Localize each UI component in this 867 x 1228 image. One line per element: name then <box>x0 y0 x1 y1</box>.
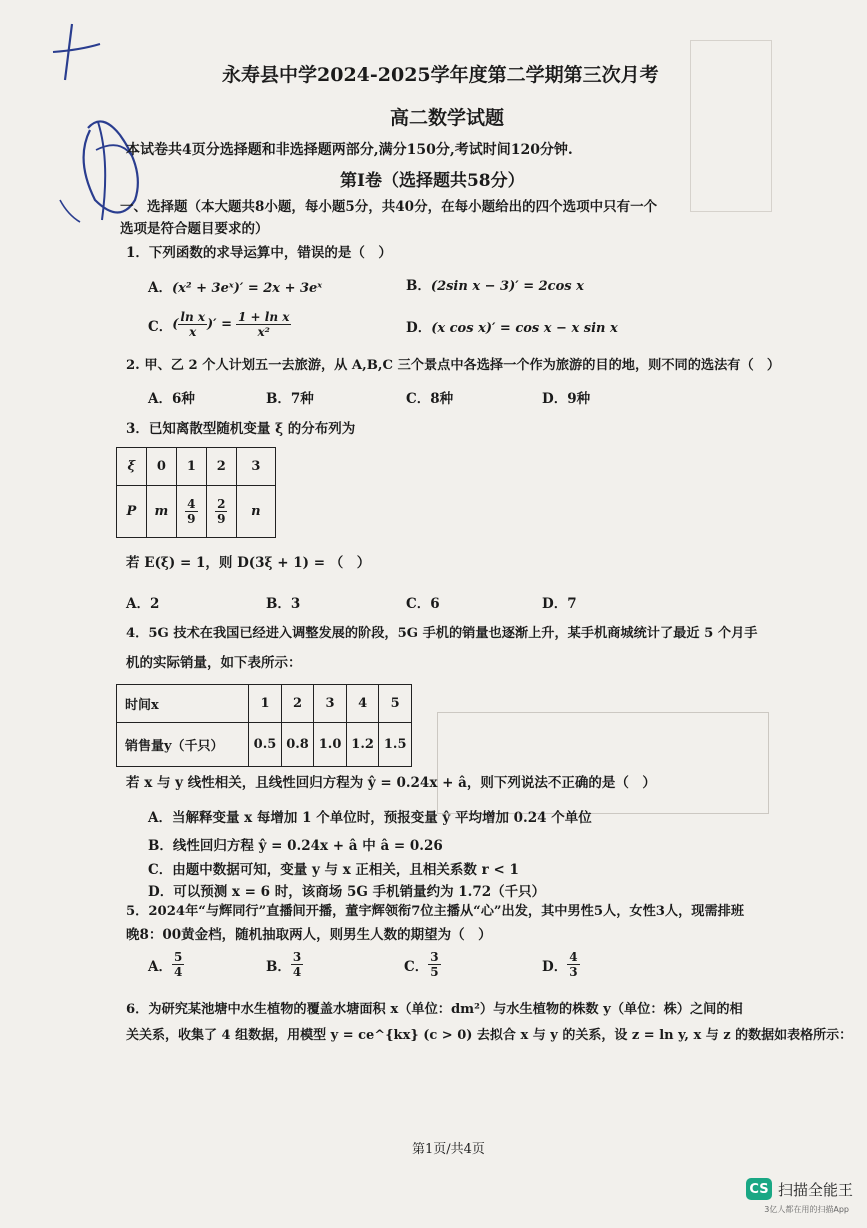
question-4-condition: 若 x 与 y 线性相关，且线性回归方程为 ŷ = 0.24x + â，则下列说法不正确的是（ ） <box>126 775 656 791</box>
table-cell: 1.5 <box>379 723 412 767</box>
option-label: A． <box>148 958 172 975</box>
exam-intro: 本试卷共4页分选择题和非选择题两部分,满分150分,考试时间120分钟. <box>126 142 573 158</box>
table-cell: 时间x <box>117 685 249 723</box>
q4-option-a: A．当解释变量 x 每增加 1 个单位时，预报变量 ŷ 平均增加 0.24 个单位 <box>148 810 592 826</box>
table-cell: 2 <box>206 448 236 486</box>
exam-title: 永寿县中学2024-2025学年度第二学期第三次月考 <box>222 64 659 86</box>
fraction: $\frac{3}{5}$ <box>430 950 439 979</box>
part-heading-line2: 选项是符合题目要求的） <box>120 221 269 237</box>
scanner-watermark <box>746 1178 853 1200</box>
bleed-through-box <box>690 40 772 212</box>
page-number: 第1页/共4页 <box>412 1142 485 1157</box>
option-text: (x cos x)′ = cos x − x sin x <box>431 321 618 336</box>
fraction: $\frac{3}{4}$ <box>292 950 302 979</box>
q4-option-b: B．线性回归方程 ŷ = 0.24x + â 中 â = 0.26 <box>148 838 443 854</box>
q5-option-b <box>266 950 303 979</box>
option-label: B． <box>266 958 291 975</box>
table-cell: 4 <box>346 685 379 723</box>
table-cell: 0.5 <box>249 723 282 767</box>
fraction-result: $\frac{\text{1 + ln x}}{\text{x²}}$ <box>238 310 290 339</box>
table-cell: 1.2 <box>346 723 379 767</box>
distribution-table <box>116 447 276 538</box>
option-label: A． <box>148 280 172 296</box>
table-cell: 3 <box>236 448 275 486</box>
question-1-stem: 1．下列函数的求导运算中，错误的是（ ） <box>126 245 392 261</box>
option-label: D． <box>406 320 432 336</box>
fraction: $\frac{5}{4}$ <box>173 950 183 979</box>
paren-open: ( <box>172 317 179 332</box>
q5-option-c <box>404 950 441 979</box>
table-cell: 3 <box>314 685 347 723</box>
table-cell: 0.8 <box>281 723 314 767</box>
scanner-tagline: 3亿人都在用的扫描App <box>764 1205 849 1214</box>
q5-option-a <box>148 950 184 979</box>
table-cell: 1 <box>176 448 206 486</box>
question-6-stem-line2: 关关系，收集了 4 组数据，用模型 y = ce^{kx} (c > 0) 去拟合 x 与 y 的关系，设 z = ln y, x 与 z 的数据如表格所示： <box>126 1028 853 1043</box>
q1-option-a <box>148 276 322 296</box>
question-4-stem: 4．5G 技术在我国已经进入调整发展的阶段，5G 手机的销量也逐渐上升，某手机商城统计了最近 5 个月手 <box>126 626 758 641</box>
table-cell: 5 <box>379 685 412 723</box>
exam-subtitle: 高二数学试题 <box>390 107 505 129</box>
derivative-equals: )′ = <box>207 317 233 332</box>
camscanner-logo-icon: CS <box>746 1178 772 1200</box>
question-5-stem: 5．2024年“与辉同行”直播间开播，董宇辉领衔7位主播从“心”出发，其中男性5人，女性3人，现需排班 <box>126 904 745 919</box>
q1-option-b <box>406 274 584 294</box>
question-3-stem: 3．已知离散型随机变量 ξ 的分布列为 <box>126 421 356 437</box>
option-label: C． <box>404 958 429 975</box>
q5-option-d <box>542 950 580 979</box>
q3-option-a: A．2 <box>126 596 160 612</box>
table-cell: m <box>146 486 176 538</box>
section-heading: 第Ⅰ卷（选择题共58分） <box>340 171 525 191</box>
scanner-app-name: 扫描全能王 <box>777 1180 853 1199</box>
table-cell: 2 <box>281 685 314 723</box>
table-cell: 销售量y（千只） <box>117 723 249 767</box>
table-cell: 0 <box>146 448 176 486</box>
question-3-condition: 若 E(ξ) = 1，则 D(3ξ + 1) = （ ） <box>126 555 371 571</box>
table-cell: $\frac{2}{9}$ <box>206 486 236 538</box>
q4-option-c: C．由题中数据可知，变量 y 与 x 正相关，且相关系数 r < 1 <box>148 862 519 878</box>
q1-option-c <box>148 310 291 339</box>
table-cell: ξ <box>117 448 147 486</box>
q1-option-d <box>406 316 618 336</box>
table-cell: P <box>117 486 147 538</box>
question-2-stem: 2. 甲、乙 2 个人计划五一去旅游，从 A,B,C 三个景点中各选择一个作为旅游的目的地，则不同的选法有（ ） <box>126 358 781 373</box>
option-label: B． <box>406 278 431 294</box>
q2-option-a: A．6种 <box>148 391 195 407</box>
option-label: C． <box>148 318 173 335</box>
q3-option-c: C．6 <box>406 596 440 612</box>
sales-table <box>116 684 412 767</box>
q3-option-d: D．7 <box>542 596 577 612</box>
question-6-stem: 6．为研究某池塘中水生植物的覆盖水塘面积 x（单位：dm²）与水生植物的株数 y（单位：株）之间的相 <box>126 1002 743 1017</box>
option-label: D． <box>542 958 568 975</box>
q2-option-c: C．8种 <box>406 391 454 407</box>
question-4-stem-line2: 机的实际销量，如下表所示： <box>126 655 302 671</box>
bleed-through-table <box>437 712 769 814</box>
option-text: (2sin x − 3)′ = 2cos x <box>430 279 584 294</box>
q2-option-b: B．7种 <box>266 391 314 407</box>
table-cell: 1.0 <box>314 723 347 767</box>
part-heading: 一、选择题（本大题共8小题，每小题5分，共40分，在每小题给出的四个选项中只有一个 <box>120 199 658 215</box>
q2-option-d: D．9种 <box>542 391 591 407</box>
option-text: (x² + 3eˣ)′ = 2x + 3eˣ <box>171 281 323 296</box>
q3-option-b: B．3 <box>266 596 301 612</box>
question-5-stem-line2: 晚8：00黄金档，随机抽取两人，则男生人数的期望为（ ） <box>126 927 492 943</box>
fraction: $\frac{4}{3}$ <box>569 950 578 979</box>
table-cell: 1 <box>249 685 282 723</box>
q4-option-d: D．可以预测 x = 6 时，该商场 5G 手机销量约为 1.72（千只） <box>148 884 546 900</box>
table-cell: $\frac{4}{9}$ <box>176 486 206 538</box>
fraction-lnx-over-x: $\frac{\text{ln x}}{x}$ <box>180 310 206 339</box>
table-cell: n <box>236 486 275 538</box>
